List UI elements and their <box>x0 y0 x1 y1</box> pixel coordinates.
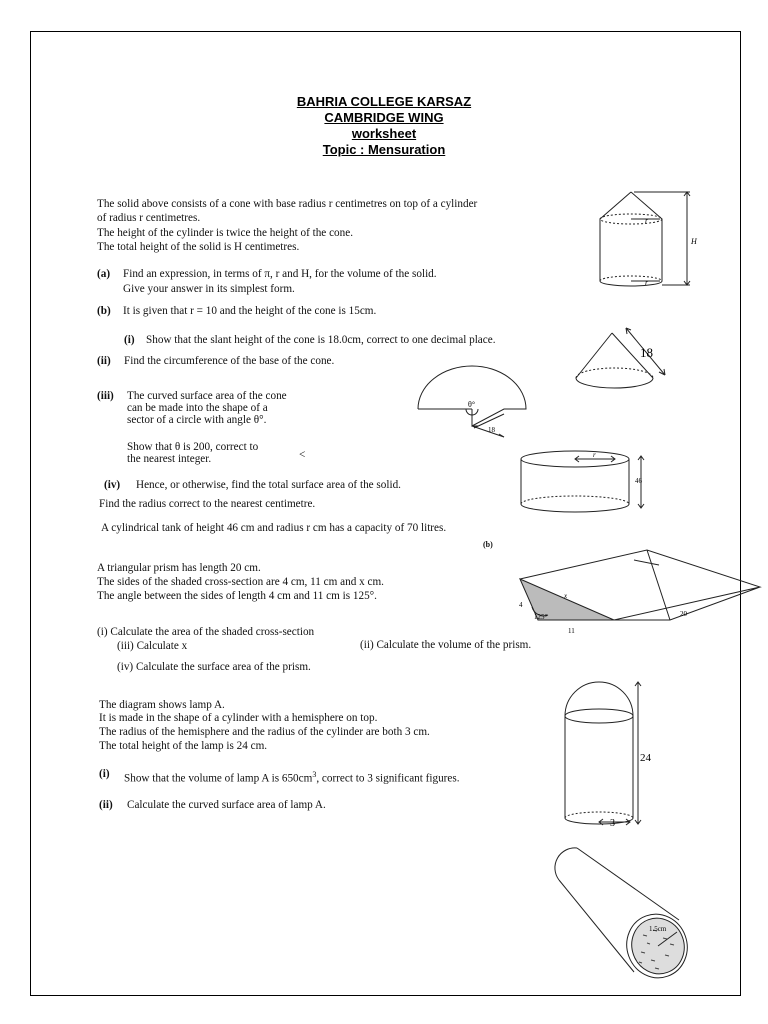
lamp-figure <box>558 677 668 837</box>
prism-figure <box>512 545 768 635</box>
q4-intro-line: The radius of the hemisphere and the radius of the cylinder are both 3 cm. <box>99 726 430 738</box>
q1-iv-label: (iv) <box>104 479 121 491</box>
q3-i-text: (i) Calculate the area of the shaded cross-section <box>97 626 315 638</box>
q1-intro-line: of radius r centimetres. <box>97 212 201 224</box>
pipe-radius-label: 1.5cm <box>649 925 667 933</box>
q1a-text-2: Give your answer in its simplest form. <box>123 283 295 295</box>
q1a-text: Find an expression, in terms of π, r and H, for the volume of the solid. <box>123 268 437 280</box>
q4-intro-line: The diagram shows lamp A. <box>99 699 225 711</box>
sector-angle-label: θ° <box>468 400 476 409</box>
prism-side-x: x <box>564 592 568 600</box>
sector-figure <box>416 364 531 439</box>
q3-iv-text: (iv) Calculate the surface area of the prism. <box>117 661 311 673</box>
cone-figure <box>568 325 678 400</box>
cone-radius-label: r <box>645 216 649 225</box>
q3-intro-line: A triangular prism has length 20 cm. <box>97 562 261 574</box>
prism-length: 20 <box>680 610 687 618</box>
q1-iii-show: Show that θ is 200, correct to <box>127 441 259 453</box>
q1-ii-text: Find the circumference of the base of the cone. <box>124 355 335 367</box>
q1-iii-show: the nearest integer. <box>127 453 212 465</box>
prism-side-4: 4 <box>519 601 523 609</box>
cyl-radius-label: r <box>645 278 649 287</box>
tank-figure <box>519 446 664 516</box>
height-label: H <box>691 237 697 246</box>
q3-intro-line: The sides of the shaded cross-section are 4 cm, 11 cm and x cm. <box>97 576 384 588</box>
q4-intro-line: The total height of the lamp is 24 cm. <box>99 740 268 752</box>
q1-iii-label: (iii) <box>97 390 114 402</box>
q3-ii-text: (ii) Calculate the volume of the prism. <box>360 639 532 651</box>
pipe-figure <box>555 840 705 985</box>
slant-label: 18 <box>640 345 653 360</box>
q1-iii-line: sector of a circle with angle θ°. <box>127 414 267 426</box>
q1b-label: (b) <box>97 305 111 317</box>
q4-ii-label: (ii) <box>99 799 113 811</box>
wing-title: CAMBRIDGE WING <box>324 110 444 125</box>
school-title: BAHRIA COLLEGE KARSAZ <box>296 94 472 109</box>
q1-ii-label: (ii) <box>97 355 111 367</box>
q2-line: Find the radius correct to the nearest centimetre. <box>99 498 316 510</box>
worksheet-label: worksheet <box>351 126 417 141</box>
q1a-label: (a) <box>97 268 111 280</box>
q1-intro-line: The solid above consists of a cone with base radius r centimetres on top of a cylinder <box>97 198 478 210</box>
q4-ii-text: Calculate the curved surface area of lamp A. <box>127 799 326 811</box>
q3-iii-text: (iii) Calculate x <box>117 640 188 652</box>
prism-side-11: 11 <box>568 627 575 635</box>
q2-line: A cylindrical tank of height 46 cm and radius r cm has a capacity of 70 litres. <box>101 522 447 534</box>
q1-intro-line: The total height of the solid is H centimetres. <box>97 241 300 253</box>
topic-title: Topic : Mensuration <box>322 142 446 157</box>
tank-radius-label: r <box>593 451 596 459</box>
q1-iii-line: The curved surface area of the cone <box>127 390 287 402</box>
q1-iii-line: can be made into the shape of a <box>127 402 268 414</box>
q1b-text: It is given that r = 10 and the height of the cone is 15cm. <box>123 305 377 317</box>
q2-mark: (b) <box>483 540 493 549</box>
lamp-radius-label: 3 <box>610 818 615 829</box>
prism-angle: 125° <box>534 613 548 621</box>
lamp-height-label: 24 <box>640 752 651 764</box>
q1-iv-text: Hence, or otherwise, find the total surface area of the solid. <box>136 479 401 491</box>
caret-mark: < <box>299 449 306 461</box>
cone-cylinder-figure <box>590 188 700 298</box>
tank-height-label: 46 <box>635 477 642 485</box>
q4-intro-line: It is made in the shape of a cylinder with a hemisphere on top. <box>99 712 378 724</box>
q4-i-text: Show that the volume of lamp A is $650cm^3$, correct to 3 significant figures. <box>124 770 460 785</box>
q1-i-label: (i) <box>124 334 135 346</box>
q1-i-text: Show that the slant height of the cone is 18.0cm, correct to one decimal place. <box>146 334 496 346</box>
sector-radius-label: 18 <box>488 426 495 434</box>
q4-i-label: (i) <box>99 768 110 780</box>
q1-intro-line: The height of the cylinder is twice the height of the cone. <box>97 227 353 239</box>
q3-intro-line: The angle between the sides of length 4 cm and 11 cm is 125°. <box>97 590 377 602</box>
